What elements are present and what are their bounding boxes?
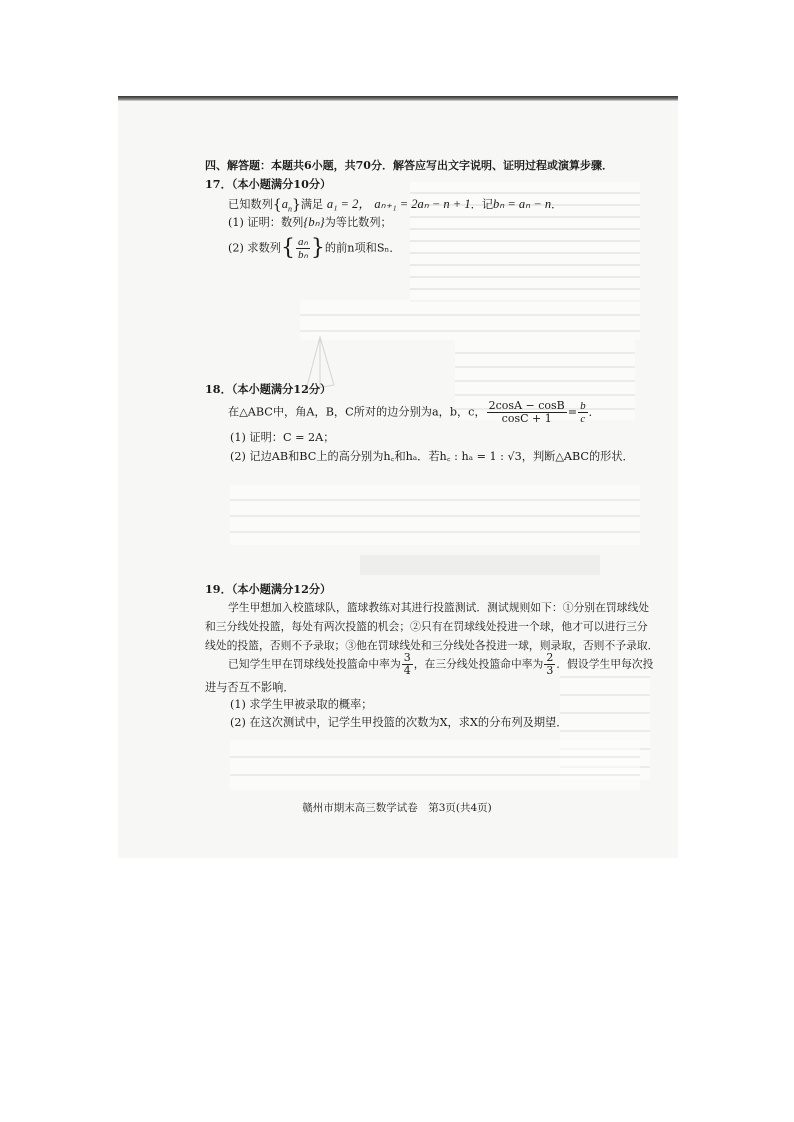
q18-title: 18．（本小题满分12分） <box>205 382 332 396</box>
q17-fraction: $\frac{\text{aₙ}}{\text{bₙ}}$ <box>297 236 308 261</box>
q19-line2: 和三分线处投篮，每处有两次投篮的机会；②只有在罚球线处投进一个球，他才可以进行三分 <box>205 620 648 633</box>
q17-title: 17．（本小题满分10分） <box>205 177 332 191</box>
q18-fraction-right: $\frac{b}{c}$ <box>580 400 586 425</box>
q18-stem: 在△ABC中，角A，B，C所对的边分别为a，b，c， $\frac{2\cos A - \cos B}{\cos C + 1}$ = $\frac{b}{c}$ ． <box>228 399 600 425</box>
q19-title: 19．（本小题满分12分） <box>205 582 332 596</box>
q17-part1: (1) 证明：数列{bₙ}为等比数列； <box>228 215 392 229</box>
q19-part2: (2) 在这次测试中，记学生甲投篮的次数为X，求X的分布列及期望． <box>230 716 568 729</box>
q17-stem: 已知数列$\{a_n\}$满足 a₁ = 2， aₙ₊₁ = 2aₙ − n + 1．记bₙ = aₙ − n． <box>228 197 563 214</box>
bleed-through-block <box>230 485 640 545</box>
q19-line3: 线处的投篮，否则不予录取；③他在罚球线处和三分线处各投进一球，则录取，否则不予录取． <box>205 639 659 652</box>
q19-prob-freethrow: $\frac{3}{4}$ <box>403 651 411 677</box>
bleed-through-block <box>360 555 600 575</box>
q19-part1: (1) 求学生甲被录取的概率； <box>230 698 373 711</box>
q19-line4: 已知学生甲在罚球线处投篮命中率为 $\frac{3}{4}$ ，在三分线处投篮命中率为 $\frac{2}{3}$ ．假设学生甲每次投 <box>228 651 654 677</box>
q18-fraction-left: $\frac{2\cos A - \cos B}{\cos C + 1}$ <box>488 399 565 425</box>
q18-part2: (2) 记边AB和BC上的高分别为h꜀和hₐ．若h꜀ : hₐ = 1 : √3，判断△ABC的形状． <box>230 450 634 463</box>
q19-line1: 学生甲想加入校篮球队，篮球教练对其进行投篮测试．测试规则如下：①分别在罚球线处 <box>228 601 650 614</box>
bleed-through-block <box>230 740 640 790</box>
page-top-edge <box>118 96 678 101</box>
page-footer: 赣州市期末高三数学试卷 第3页(共4页) <box>302 802 492 814</box>
q18-part1: (1) 证明：C = 2A； <box>230 431 335 444</box>
section-header: 四、解答题：本题共6小题，共70分．解答应写出文字说明、证明过程或演算步骤． <box>205 159 613 172</box>
q17-part2: (2) 求数列{ $\frac{\text{aₙ}}{\text{bₙ}}$ }的前n项和Sₙ． <box>228 235 401 261</box>
q19-prob-threepoint: $\frac{2}{3}$ <box>546 651 554 677</box>
q19-line5: 进与否互不影响． <box>205 681 295 694</box>
bleed-through-block <box>300 300 640 340</box>
